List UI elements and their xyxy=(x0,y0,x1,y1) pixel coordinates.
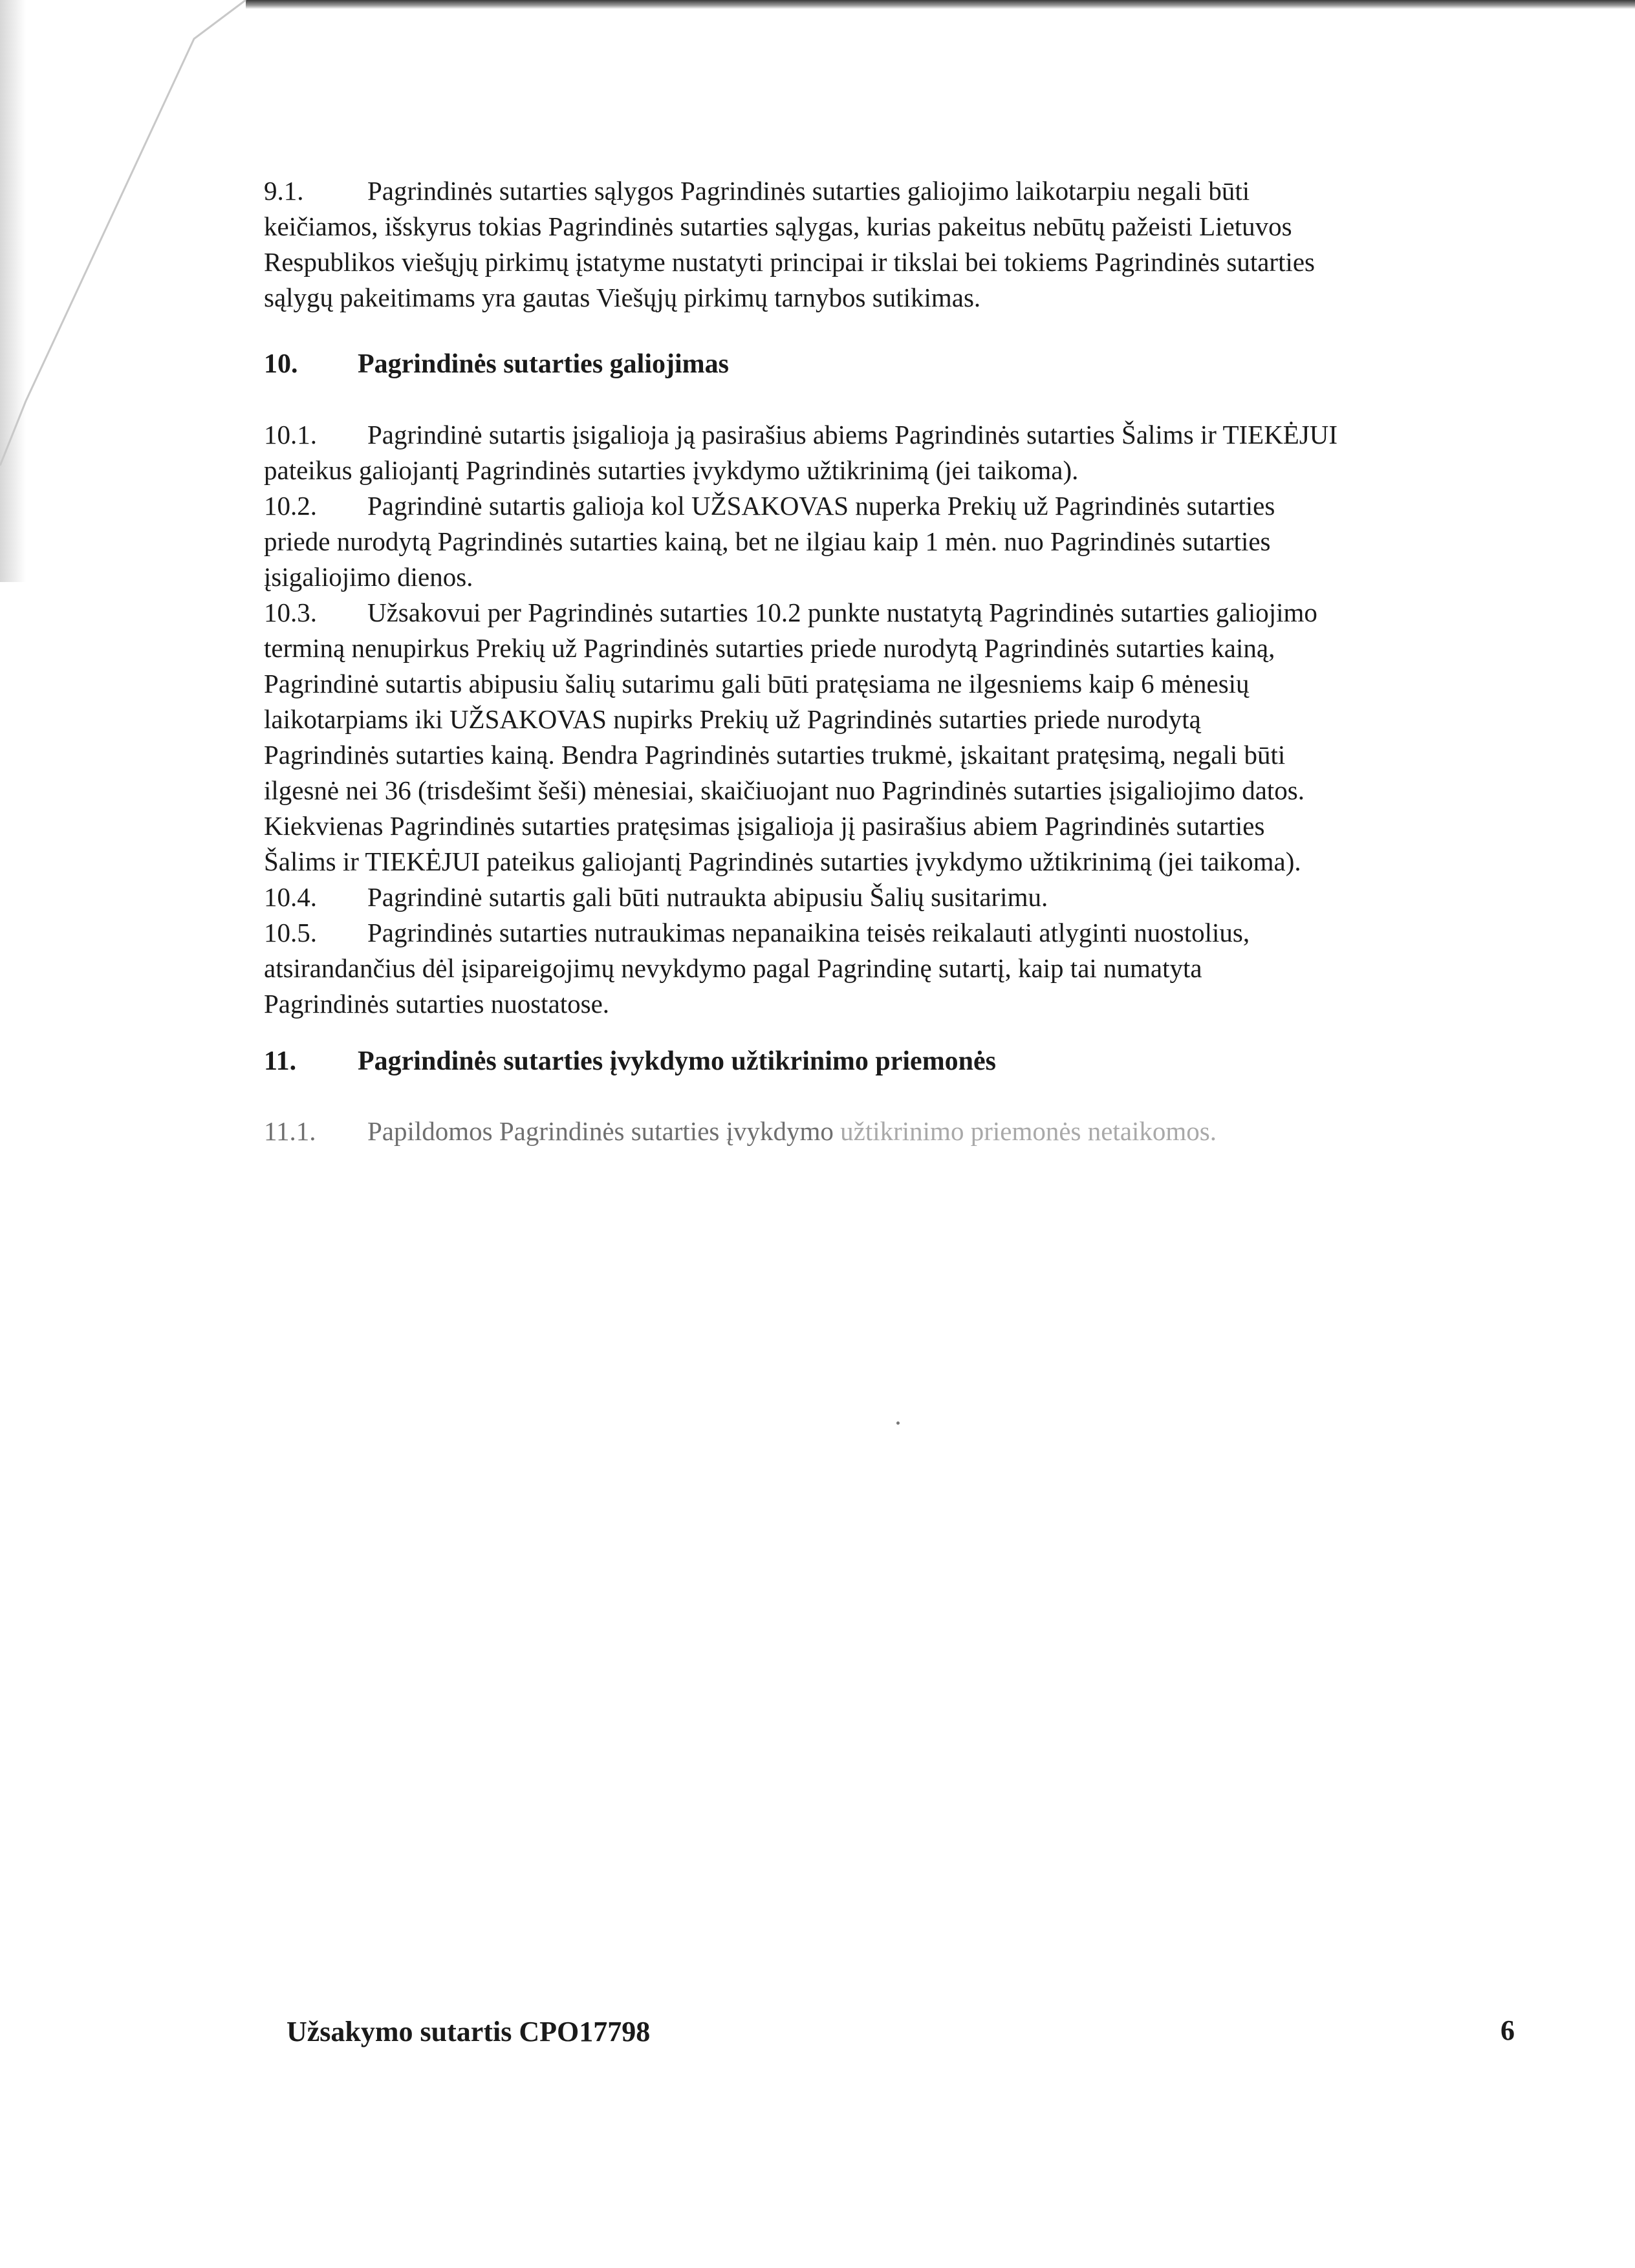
section-number: 10. xyxy=(264,349,298,379)
clause-line: Kiekvienas Pagrindinės sutarties pratęsimas įsigalioja jį pasirašius abiem Pagrindinės sutarties xyxy=(264,811,1265,841)
clause-11-1 xyxy=(264,1114,1506,1149)
scan-fold-line xyxy=(0,0,259,466)
page-number: 6 xyxy=(1500,2014,1515,2046)
clause-number: 11.1. xyxy=(264,1116,316,1146)
section-10-clauses xyxy=(264,417,1506,1022)
clause-line xyxy=(264,595,1506,631)
clause-line: įsigaliojimo dienos. xyxy=(264,562,473,592)
clause-number: 10.3. xyxy=(264,598,317,627)
clause-text: Pagrindinė sutartis įsigalioja ją pasirašius abiems Pagrindinės sutarties Šalims ir TIEKĖJUI xyxy=(367,420,1338,449)
clause-line: keičiamos, išskyrus tokias Pagrindinės sutarties sąlygas, kurias pakeitus nebūtų pažeisti Lietuvos xyxy=(264,211,1292,241)
clause-text: Pagrindinės sutarties sąlygos Pagrindinės sutarties galiojimo laikotarpiu negali būti xyxy=(367,176,1250,206)
clause-line xyxy=(264,173,1506,209)
clause-line xyxy=(264,915,1506,951)
clause-line: pateikus galiojantį Pagrindinės sutarties įvykdymo užtikrinimą (jei taikoma). xyxy=(264,455,1079,485)
clause-line: Respublikos viešųjų pirkimų įstatyme nustatyti principai ir tikslai bei tokiems Pagrindinės sutarties xyxy=(264,247,1316,277)
clause-text-faded: užtikrinimo priemonės netaikomos. xyxy=(840,1116,1217,1146)
clause-number: 10.1. xyxy=(264,420,317,449)
section-heading-10 xyxy=(264,347,729,382)
clause-line: Pagrindinės sutarties kainą. Bendra Pagrindinės sutarties trukmė, įskaitant pratęsimą, negali būti xyxy=(264,740,1286,770)
clause-line: laikotarpiams iki UŽSAKOVAS nupirks Prekių už Pagrindinės sutarties priede nurodytą xyxy=(264,704,1201,734)
footer-document-title: Užsakymo sutartis CPO17798 xyxy=(287,2016,651,2047)
clause-9-1 xyxy=(264,173,1506,316)
scan-edge-top xyxy=(246,0,1635,9)
section-heading-11 xyxy=(264,1044,996,1079)
clause-number: 9.1. xyxy=(264,176,304,206)
clause-line: terminą nenupirkus Prekių už Pagrindinės sutarties priede nurodytą Pagrindinės sutarties kainą, xyxy=(264,633,1275,663)
clause-line: Šalims ir TIEKĖJUI pateikus galiojantį Pagrindinės sutarties įvykdymo užtikrinimą (jei taikoma). xyxy=(264,847,1301,876)
clause-text: Pagrindinė sutartis gali būti nutraukta abipusiu Šalių susitarimu. xyxy=(367,882,1048,912)
clause-number: 10.2. xyxy=(264,491,317,521)
section-title: Pagrindinės sutarties galiojimas xyxy=(358,349,729,379)
clause-text: Užsakovui per Pagrindinės sutarties 10.2 punkte nustatytą Pagrindinės sutarties galiojimo xyxy=(367,598,1317,627)
clause-line xyxy=(264,417,1506,453)
clause-number: 10.5. xyxy=(264,918,317,947)
clause-line: ilgesnė nei 36 (trisdešimt šeši) mėnesiai, skaičiuojant nuo Pagrindinės sutarties įsigaliojimo datos. xyxy=(264,775,1305,805)
clause-text: Pagrindinės sutarties nutraukimas nepanaikina teisės reikalauti atlyginti nuostolius, xyxy=(367,918,1250,947)
section-title: Pagrindinės sutarties įvykdymo užtikrinimo priemonės xyxy=(358,1046,997,1076)
clause-line: atsirandančius dėl įsipareigojimų nevykdymo pagal Pagrindinę sutartį, kaip tai numatyta xyxy=(264,953,1202,983)
section-number: 11. xyxy=(264,1046,297,1076)
clause-line: Pagrindinė sutartis abipusiu šalių sutarimu gali būti pratęsiama ne ilgesniems kaip 6 mėnesių xyxy=(264,669,1250,698)
clause-line xyxy=(264,1114,1506,1149)
clause-line: Pagrindinės sutarties nuostatose. xyxy=(264,989,610,1019)
clause-line: priede nurodytą Pagrindinės sutarties kainą, bet ne ilgiau kaip 1 mėn. nuo Pagrindinės sutarties xyxy=(264,526,1271,556)
clause-number: 10.4. xyxy=(264,882,317,912)
scan-speck xyxy=(896,1421,900,1425)
clause-line: sąlygų pakeitimams yra gautas Viešųjų pirkimų tarnybos sutikimas. xyxy=(264,283,981,312)
clause-text: Papildomos Pagrindinės sutarties įvykdymo xyxy=(367,1116,841,1146)
clause-text: Pagrindinė sutartis galioja kol UŽSAKOVAS nuperka Prekių už Pagrindinės sutarties xyxy=(367,491,1275,521)
clause-line xyxy=(264,488,1506,524)
clause-line xyxy=(264,880,1506,915)
